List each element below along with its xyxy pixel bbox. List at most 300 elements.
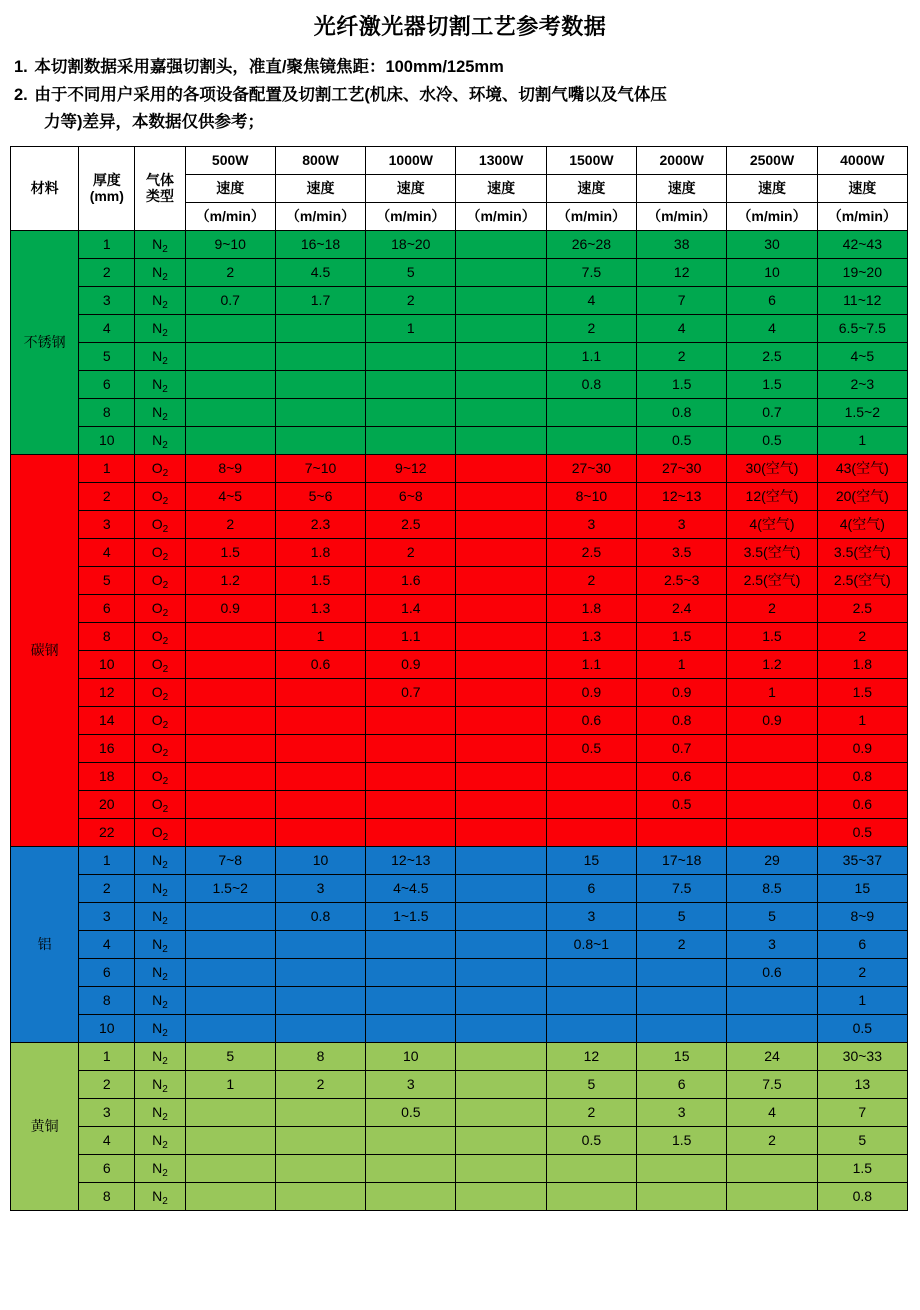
thickness-cell: 10: [79, 1014, 135, 1042]
speed-cell: 43(空气): [817, 454, 907, 482]
thickness-cell: 6: [79, 958, 135, 986]
speed-cell: 15: [637, 1042, 727, 1070]
speed-cell: 1: [366, 314, 456, 342]
speed-cell: 3: [727, 930, 817, 958]
speed-cell: 0.7: [185, 286, 275, 314]
speed-cell: 1.5: [637, 1126, 727, 1154]
speed-cell: 2: [185, 258, 275, 286]
speed-cell: 4~5: [185, 482, 275, 510]
speed-cell: [727, 762, 817, 790]
speed-cell: 1~1.5: [366, 902, 456, 930]
header-unit-1300w: （m/min）: [456, 202, 546, 230]
speed-cell: 0.9: [185, 594, 275, 622]
speed-cell: [456, 258, 546, 286]
gas-cell: $N_2$: [135, 874, 185, 902]
thickness-cell: 2: [79, 874, 135, 902]
speed-cell: [456, 790, 546, 818]
speed-cell: 1: [275, 622, 365, 650]
note-2: [14, 83, 906, 109]
speed-cell: 4~4.5: [366, 874, 456, 902]
header-speed-2000w: 速度: [637, 174, 727, 202]
note-2-index: 2.: [14, 85, 28, 104]
speed-cell: [185, 1098, 275, 1126]
speed-cell: [637, 818, 727, 846]
gas-cell: $O_2$: [135, 454, 185, 482]
speed-cell: [185, 426, 275, 454]
table-row: [11, 958, 908, 986]
speed-cell: 30: [727, 230, 817, 258]
speed-cell: [637, 1154, 727, 1182]
speed-cell: 5: [727, 902, 817, 930]
speed-cell: [637, 1014, 727, 1042]
gas-cell: $N_2$: [135, 1070, 185, 1098]
gas-cell: $N_2$: [135, 398, 185, 426]
header-unit-800w: （m/min）: [275, 202, 365, 230]
speed-cell: 6: [817, 930, 907, 958]
speed-cell: 1: [817, 426, 907, 454]
speed-cell: 38: [637, 230, 727, 258]
table-row: [11, 986, 908, 1014]
speed-cell: 4: [727, 1098, 817, 1126]
header-thickness: [79, 146, 135, 230]
speed-cell: 0.6: [275, 650, 365, 678]
header-power-1000w: 1000W: [366, 146, 456, 174]
gas-cell: $O_2$: [135, 594, 185, 622]
thickness-cell: 1: [79, 454, 135, 482]
speed-cell: 6: [637, 1070, 727, 1098]
thickness-cell: 8: [79, 986, 135, 1014]
table-row: [11, 482, 908, 510]
gas-cell: $O_2$: [135, 510, 185, 538]
speed-cell: 7.5: [637, 874, 727, 902]
speed-cell: 9~10: [185, 230, 275, 258]
table-row: [11, 1126, 908, 1154]
speed-cell: 0.5: [366, 1098, 456, 1126]
thickness-cell: 1: [79, 230, 135, 258]
speed-cell: 4: [727, 314, 817, 342]
speed-cell: 10: [275, 846, 365, 874]
speed-cell: 1: [185, 1070, 275, 1098]
speed-cell: [366, 370, 456, 398]
table-row: [11, 1154, 908, 1182]
speed-cell: [185, 1154, 275, 1182]
speed-cell: [727, 818, 817, 846]
speed-cell: 2: [275, 1070, 365, 1098]
speed-cell: [456, 1070, 546, 1098]
table-row: [11, 342, 908, 370]
gas-cell: $O_2$: [135, 790, 185, 818]
table-row: [11, 426, 908, 454]
speed-cell: 8~9: [817, 902, 907, 930]
table-row: [11, 594, 908, 622]
speed-cell: [185, 342, 275, 370]
speed-cell: 2.5: [366, 510, 456, 538]
thickness-cell: 4: [79, 1126, 135, 1154]
speed-cell: [546, 426, 636, 454]
speed-cell: 0.7: [366, 678, 456, 706]
speed-cell: [456, 426, 546, 454]
speed-cell: [456, 678, 546, 706]
speed-cell: 3: [637, 510, 727, 538]
thickness-cell: 5: [79, 566, 135, 594]
speed-cell: [456, 230, 546, 258]
speed-cell: [456, 846, 546, 874]
speed-cell: [456, 1042, 546, 1070]
speed-cell: 0.7: [727, 398, 817, 426]
speed-cell: 18~20: [366, 230, 456, 258]
table-header: [11, 146, 908, 230]
speed-cell: 0.5: [817, 1014, 907, 1042]
thickness-cell: 6: [79, 370, 135, 398]
speed-cell: [456, 874, 546, 902]
note-2-continuation: 力等)差异，本数据仅供参考；: [44, 113, 264, 132]
speed-cell: [185, 958, 275, 986]
speed-cell: 12: [637, 258, 727, 286]
gas-cell: $N_2$: [135, 958, 185, 986]
gas-cell: $N_2$: [135, 1154, 185, 1182]
header-speed-1500w: 速度: [546, 174, 636, 202]
gas-cell: $N_2$: [135, 1014, 185, 1042]
thickness-cell: 18: [79, 762, 135, 790]
speed-cell: 6: [727, 286, 817, 314]
header-power-1300w: 1300W: [456, 146, 546, 174]
speed-cell: [185, 986, 275, 1014]
speed-cell: [185, 1014, 275, 1042]
thickness-cell: 20: [79, 790, 135, 818]
speed-cell: 0.8: [817, 1182, 907, 1210]
speed-cell: 0.8: [275, 902, 365, 930]
gas-cell: $O_2$: [135, 650, 185, 678]
speed-cell: 2: [546, 566, 636, 594]
speed-cell: [185, 370, 275, 398]
header-speed-4000w: 速度: [817, 174, 907, 202]
header-power-500w: 500W: [185, 146, 275, 174]
speed-cell: [366, 1014, 456, 1042]
header-speed-1000w: 速度: [366, 174, 456, 202]
header-unit-2000w: （m/min）: [637, 202, 727, 230]
header-gas-line1: 气体: [145, 172, 174, 189]
speed-cell: 0.6: [637, 762, 727, 790]
speed-cell: [727, 1154, 817, 1182]
table-row: [11, 734, 908, 762]
speed-cell: [456, 538, 546, 566]
table-row: [11, 902, 908, 930]
speed-cell: [366, 342, 456, 370]
speed-cell: 1.5: [637, 622, 727, 650]
gas-cell: $N_2$: [135, 1126, 185, 1154]
table-row: [11, 846, 908, 874]
table-row: [11, 1014, 908, 1042]
speed-cell: [366, 706, 456, 734]
speed-cell: 7~10: [275, 454, 365, 482]
header-speed-800w: 速度: [275, 174, 365, 202]
thickness-cell: 4: [79, 930, 135, 958]
speed-cell: 26~28: [546, 230, 636, 258]
thickness-cell: 22: [79, 818, 135, 846]
speed-cell: [275, 370, 365, 398]
speed-cell: 1.3: [546, 622, 636, 650]
speed-cell: 1.5~2: [817, 398, 907, 426]
speed-cell: 0.5: [817, 818, 907, 846]
note-1-index: 1.: [14, 58, 28, 76]
speed-cell: 0.5: [637, 426, 727, 454]
speed-cell: [366, 958, 456, 986]
speed-cell: [546, 790, 636, 818]
speed-cell: 7: [817, 1098, 907, 1126]
header-unit-2500w: （m/min）: [727, 202, 817, 230]
speed-cell: 2: [727, 1126, 817, 1154]
speed-cell: [456, 650, 546, 678]
speed-cell: [456, 762, 546, 790]
speed-cell: 0.6: [727, 958, 817, 986]
header-unit-500w: （m/min）: [185, 202, 275, 230]
speed-cell: 0.5: [546, 1126, 636, 1154]
header-thickness-line2: (mm): [89, 188, 124, 205]
speed-cell: 15: [817, 874, 907, 902]
speed-cell: 2.3: [275, 510, 365, 538]
thickness-cell: 2: [79, 482, 135, 510]
speed-cell: 0.9: [727, 706, 817, 734]
thickness-cell: 10: [79, 650, 135, 678]
speed-cell: [366, 790, 456, 818]
table-row: [11, 762, 908, 790]
speed-cell: [456, 454, 546, 482]
speed-cell: [546, 1182, 636, 1210]
speed-cell: [366, 930, 456, 958]
thickness-cell: 3: [79, 510, 135, 538]
table-row: [11, 818, 908, 846]
speed-cell: 4(空气): [727, 510, 817, 538]
speed-cell: 7~8: [185, 846, 275, 874]
speed-cell: [456, 1126, 546, 1154]
header-row-power: [11, 146, 908, 174]
speed-cell: 1.5: [185, 538, 275, 566]
speed-cell: 15: [546, 846, 636, 874]
speed-cell: 3.5(空气): [817, 538, 907, 566]
gas-cell: $N_2$: [135, 1098, 185, 1126]
speed-cell: 6~8: [366, 482, 456, 510]
header-power-4000w: 4000W: [817, 146, 907, 174]
gas-cell: $N_2$: [135, 986, 185, 1014]
gas-cell: $N_2$: [135, 342, 185, 370]
speed-cell: [275, 818, 365, 846]
speed-cell: [546, 986, 636, 1014]
speed-cell: 3: [637, 1098, 727, 1126]
speed-cell: 16~18: [275, 230, 365, 258]
speed-cell: [727, 1014, 817, 1042]
speed-cell: [185, 762, 275, 790]
header-power-2500w: 2500W: [727, 146, 817, 174]
gas-cell: $N_2$: [135, 846, 185, 874]
speed-cell: [637, 986, 727, 1014]
speed-cell: [456, 510, 546, 538]
speed-cell: 10: [366, 1042, 456, 1070]
speed-cell: [275, 398, 365, 426]
table-row: [11, 790, 908, 818]
speed-cell: [456, 314, 546, 342]
speed-cell: 20(空气): [817, 482, 907, 510]
gas-cell: $O_2$: [135, 538, 185, 566]
header-power-2000w: 2000W: [637, 146, 727, 174]
speed-cell: 2.4: [637, 594, 727, 622]
speed-cell: 1.8: [817, 650, 907, 678]
speed-cell: 0.6: [817, 790, 907, 818]
cutting-parameters-table: [10, 146, 908, 1211]
speed-cell: [185, 678, 275, 706]
speed-cell: 5: [185, 1042, 275, 1070]
gas-cell: $N_2$: [135, 1182, 185, 1210]
thickness-cell: 3: [79, 286, 135, 314]
material-cell: 黄铜: [11, 1042, 79, 1210]
speed-cell: 2.5: [546, 538, 636, 566]
speed-cell: [727, 986, 817, 1014]
gas-cell: $N_2$: [135, 370, 185, 398]
speed-cell: 2.5(空气): [727, 566, 817, 594]
speed-cell: 0.8: [637, 398, 727, 426]
material-cell: 铝: [11, 846, 79, 1042]
speed-cell: 2: [637, 342, 727, 370]
speed-cell: 0.9: [817, 734, 907, 762]
speed-cell: 29: [727, 846, 817, 874]
speed-cell: 2: [366, 286, 456, 314]
notes-block: [0, 55, 920, 136]
table-row: [11, 230, 908, 258]
thickness-cell: 16: [79, 734, 135, 762]
table-row: [11, 286, 908, 314]
table-row: [11, 678, 908, 706]
speed-cell: [275, 314, 365, 342]
header-unit-1000w: （m/min）: [366, 202, 456, 230]
speed-cell: [456, 1014, 546, 1042]
speed-cell: 2: [817, 622, 907, 650]
thickness-cell: 8: [79, 622, 135, 650]
speed-cell: 0.8~1: [546, 930, 636, 958]
speed-cell: 1.1: [366, 622, 456, 650]
table-row: [11, 314, 908, 342]
speed-cell: [366, 398, 456, 426]
speed-cell: 3: [275, 874, 365, 902]
speed-cell: 0.8: [637, 706, 727, 734]
speed-cell: 1.8: [275, 538, 365, 566]
speed-cell: 11~12: [817, 286, 907, 314]
thickness-cell: 8: [79, 398, 135, 426]
speed-cell: 13: [817, 1070, 907, 1098]
speed-cell: [275, 734, 365, 762]
speed-cell: 4~5: [817, 342, 907, 370]
speed-cell: 2.5: [817, 594, 907, 622]
speed-cell: 27~30: [546, 454, 636, 482]
speed-cell: [456, 818, 546, 846]
header-unit-4000w: （m/min）: [817, 202, 907, 230]
material-cell: 碳钢: [11, 454, 79, 846]
table-body: [11, 230, 908, 1210]
speed-cell: 5: [637, 902, 727, 930]
speed-cell: 7: [637, 286, 727, 314]
speed-cell: [456, 958, 546, 986]
speed-cell: [275, 930, 365, 958]
table-row: [11, 930, 908, 958]
speed-cell: [546, 958, 636, 986]
speed-cell: 1.5: [727, 622, 817, 650]
note-1-text: 本切割数据采用嘉强切割头，准直/聚焦镜焦距：100mm/125mm: [34, 58, 504, 76]
speed-cell: 0.8: [817, 762, 907, 790]
thickness-cell: 2: [79, 1070, 135, 1098]
table-row: [11, 622, 908, 650]
speed-cell: 4.5: [275, 258, 365, 286]
header-speed-2500w: 速度: [727, 174, 817, 202]
speed-cell: [185, 622, 275, 650]
speed-cell: [366, 426, 456, 454]
speed-cell: 4(空气): [817, 510, 907, 538]
speed-cell: 0.5: [727, 426, 817, 454]
speed-cell: [185, 650, 275, 678]
speed-cell: 12~13: [366, 846, 456, 874]
speed-cell: 1.7: [275, 286, 365, 314]
gas-cell: $N_2$: [135, 1042, 185, 1070]
speed-cell: 0.6: [546, 706, 636, 734]
speed-cell: 7.5: [727, 1070, 817, 1098]
table-row: [11, 398, 908, 426]
table-row: [11, 258, 908, 286]
gas-cell: $N_2$: [135, 930, 185, 958]
table-row: [11, 1070, 908, 1098]
thickness-cell: 10: [79, 426, 135, 454]
speed-cell: [185, 398, 275, 426]
speed-cell: 7.5: [546, 258, 636, 286]
thickness-cell: 3: [79, 902, 135, 930]
speed-cell: 4: [546, 286, 636, 314]
speed-cell: [637, 1182, 727, 1210]
speed-cell: 0.9: [637, 678, 727, 706]
speed-cell: 12: [546, 1042, 636, 1070]
speed-cell: [456, 1098, 546, 1126]
speed-cell: [275, 1098, 365, 1126]
speed-cell: 1.2: [185, 566, 275, 594]
speed-cell: [366, 1182, 456, 1210]
speed-cell: [546, 1154, 636, 1182]
speed-cell: 2: [546, 314, 636, 342]
speed-cell: [185, 1126, 275, 1154]
speed-cell: 1.8: [546, 594, 636, 622]
gas-cell: $O_2$: [135, 622, 185, 650]
speed-cell: 8~10: [546, 482, 636, 510]
thickness-cell: 2: [79, 258, 135, 286]
speed-cell: 2~3: [817, 370, 907, 398]
speed-cell: 1.5: [637, 370, 727, 398]
speed-cell: [275, 342, 365, 370]
header-unit-1500w: （m/min）: [546, 202, 636, 230]
header-thickness-line1: 厚度: [92, 172, 121, 189]
table-row: [11, 874, 908, 902]
speed-cell: 5: [546, 1070, 636, 1098]
speed-cell: [366, 986, 456, 1014]
speed-cell: [456, 286, 546, 314]
speed-cell: 5~6: [275, 482, 365, 510]
thickness-cell: 4: [79, 314, 135, 342]
material-cell: 不锈钢: [11, 230, 79, 454]
speed-cell: 8~9: [185, 454, 275, 482]
speed-cell: 35~37: [817, 846, 907, 874]
speed-cell: [727, 790, 817, 818]
speed-cell: [456, 1182, 546, 1210]
speed-cell: [185, 930, 275, 958]
speed-cell: 1.5~2: [185, 874, 275, 902]
speed-cell: [456, 370, 546, 398]
speed-cell: 1: [637, 650, 727, 678]
thickness-cell: 1: [79, 1042, 135, 1070]
speed-cell: 0.5: [637, 790, 727, 818]
speed-cell: [637, 958, 727, 986]
